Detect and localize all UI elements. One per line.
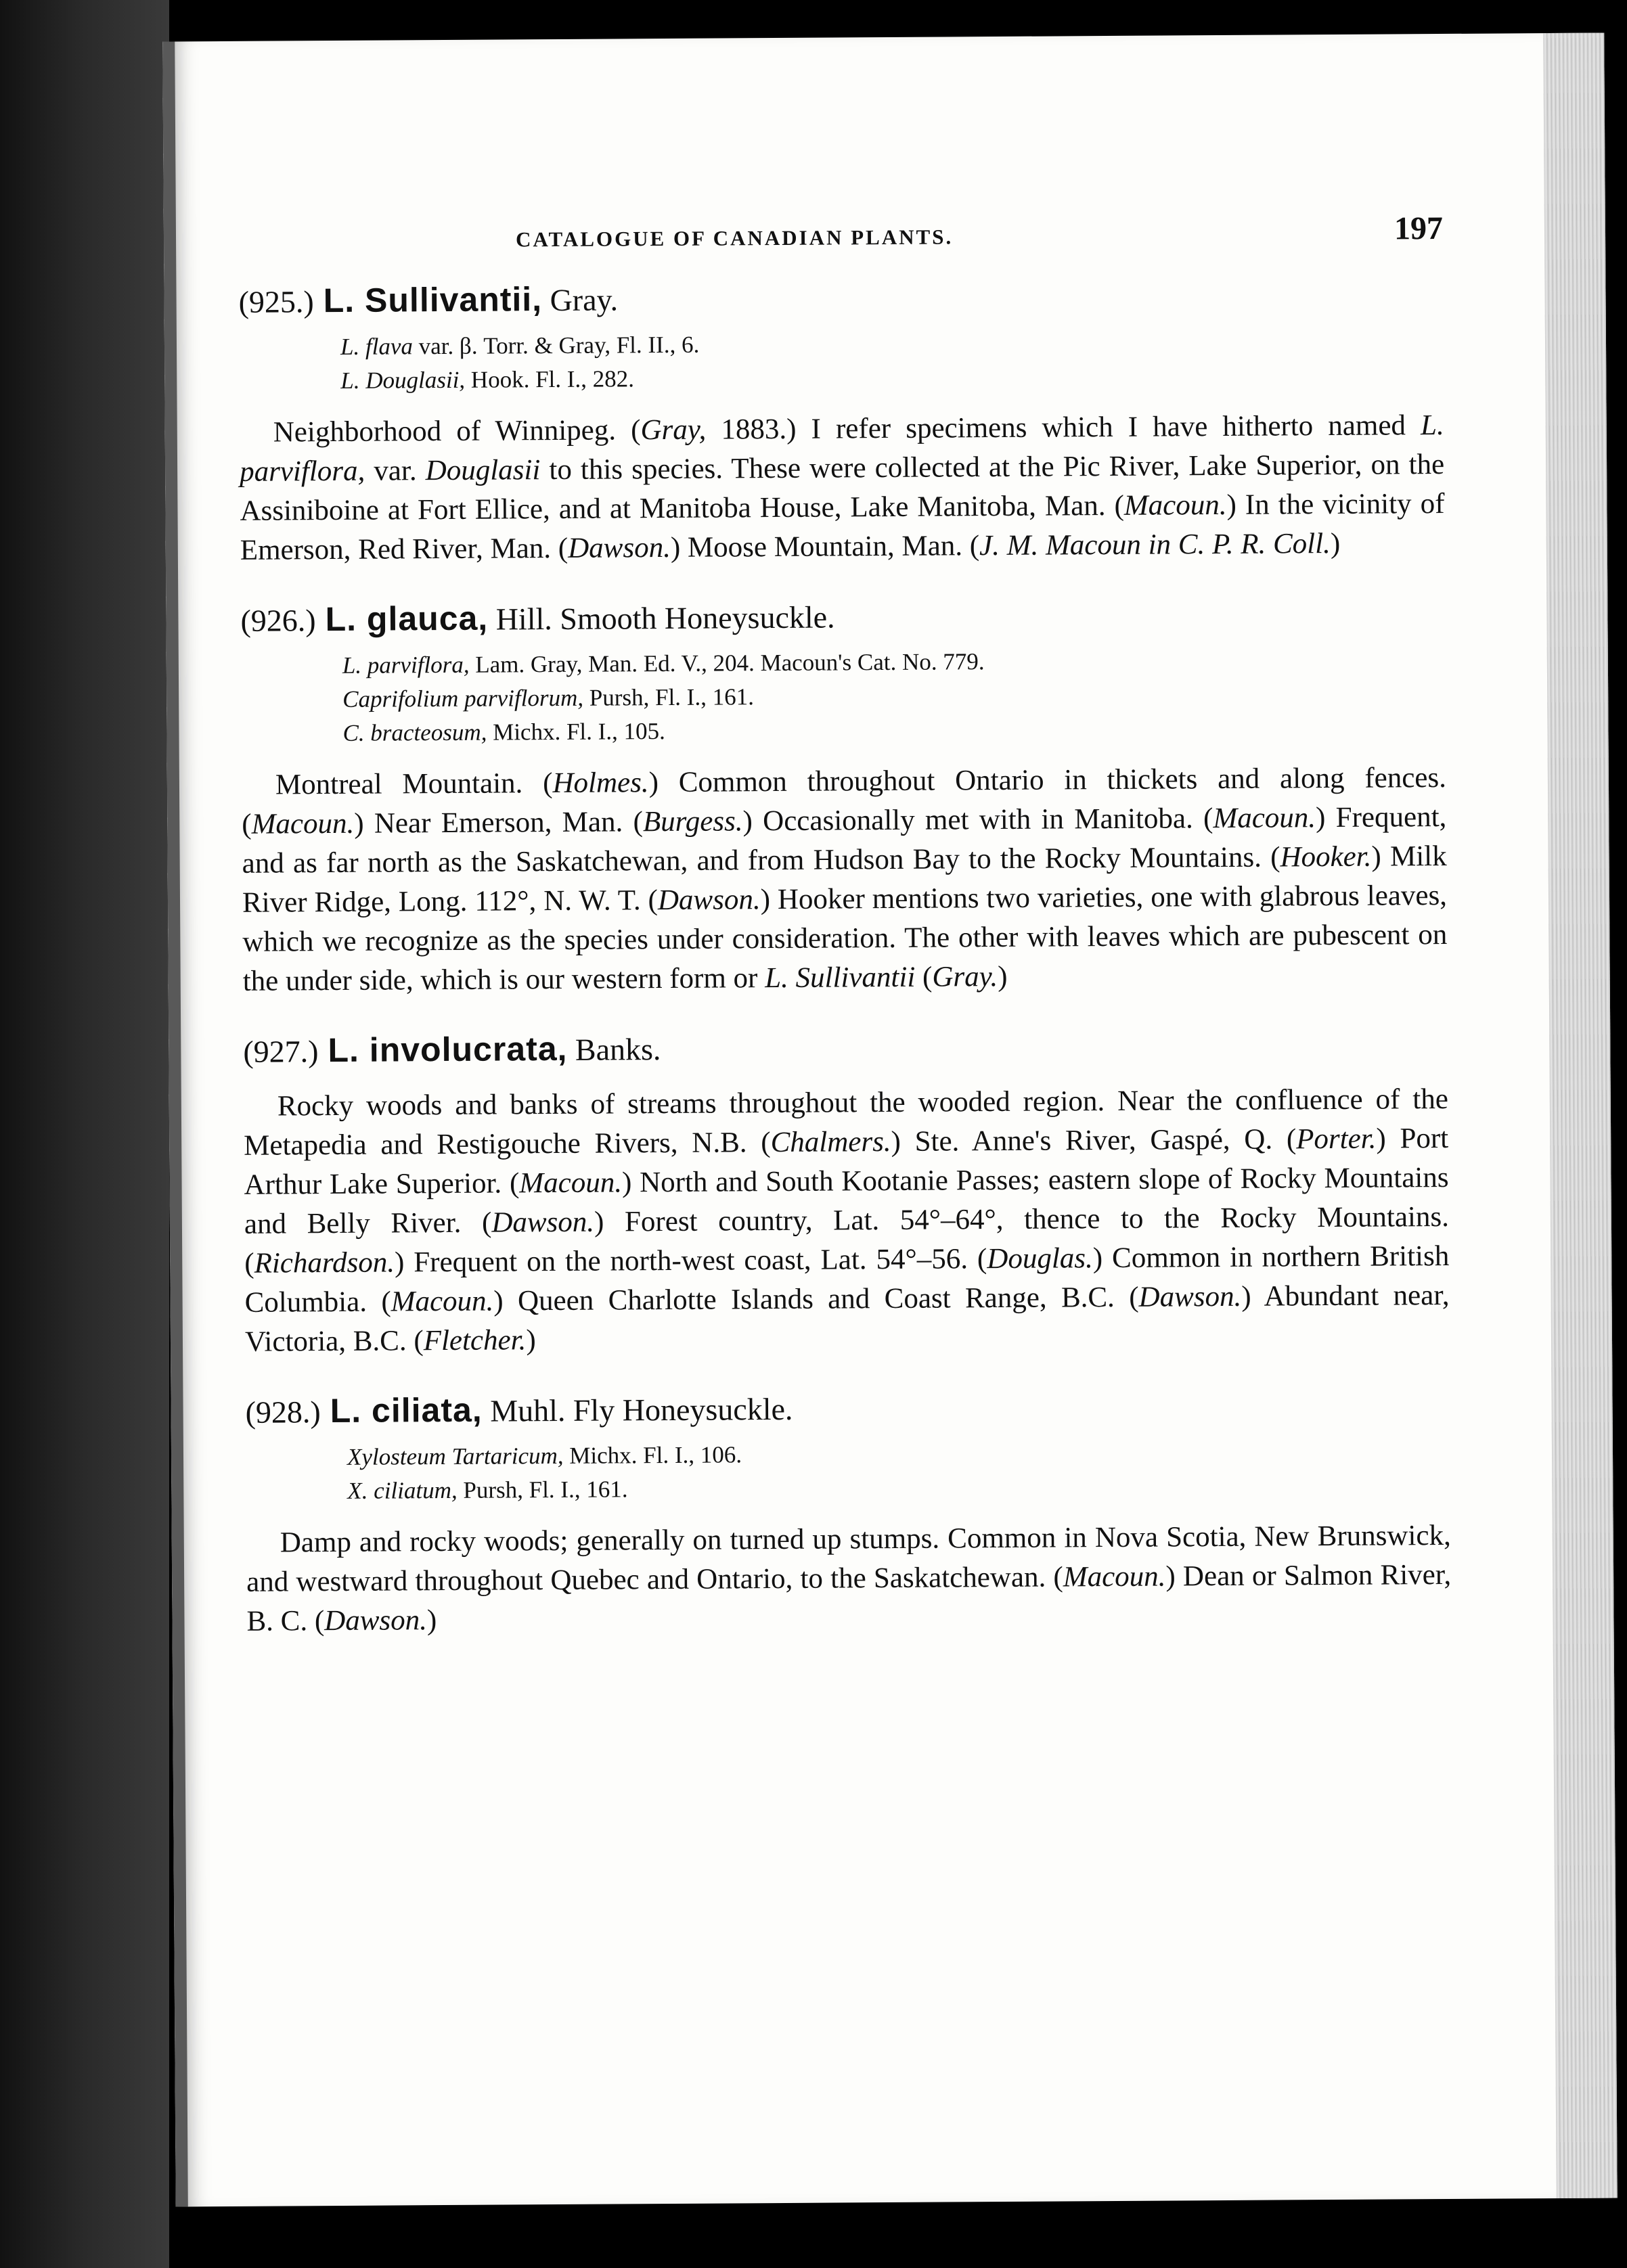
body-segment: ) North and South Kootanie Passes; eastern slope of Rocky Mountains and Belly River. ( (244, 1161, 1449, 1240)
body-italic-segment: Dawson. (657, 884, 761, 917)
body-italic-segment: Richardson. (254, 1246, 395, 1279)
body-italic-segment: Gray. (932, 961, 998, 993)
synonym-name: L. Douglasii, (340, 366, 466, 394)
body-segment: ) In the vicinity of Emerson, Red River, Man. ( (240, 487, 1445, 566)
running-head (238, 210, 1443, 265)
synonym-line (340, 357, 1444, 398)
body-italic-segment: Macoun. (391, 1285, 494, 1318)
entry-heading (243, 1023, 1448, 1072)
body-segment: 1883.) I refer specimens which I have hitherto named (706, 409, 1421, 446)
body-italic-segment: Macoun. (519, 1166, 623, 1200)
body-segment: ) (426, 1604, 437, 1637)
body-segment: ) Common in northern British Columbia. ( (244, 1240, 1450, 1319)
body-italic-segment: Hooker. (1280, 840, 1372, 874)
synonym-list (342, 642, 1446, 750)
synonym-line (342, 710, 1446, 750)
body-segment: ) Occasionally met with in Manitoba. ( (742, 802, 1213, 838)
scan-left-shadow (0, 0, 169, 2268)
body-italic-segment: L. parviflora, (239, 409, 1444, 488)
body-italic-segment: Dawson. (568, 531, 671, 564)
species-name: L. glauca, (325, 599, 489, 639)
synonym-citation: Michx. Fl. I., 105. (493, 718, 665, 746)
body-italic-segment: Porter. (1296, 1122, 1377, 1156)
species-name: L. involucrata, (328, 1029, 568, 1070)
entry-heading (240, 592, 1445, 641)
species-author: Muhl. Fly Honeysuckle. (490, 1391, 793, 1428)
entry-body (244, 1080, 1450, 1362)
species-entries (238, 273, 1451, 1641)
body-italic-segment: L. Sullivantii (764, 961, 916, 995)
body-italic-segment: Douglas. (987, 1242, 1093, 1275)
body-segment: Neighborhood of Winnipeg. ( (273, 414, 641, 449)
synonym-name: L. flava (340, 333, 414, 360)
body-italic-segment: J. M. Macoun in C. P. R. Coll. (979, 528, 1331, 562)
synonym-citation: Hook. Fl. I., 282. (470, 365, 635, 393)
body-italic-segment: Burgess. (642, 805, 743, 838)
body-segment: Damp and rocky woods; generally on turned up stumps. Common in Nova Scotia, New Brunswick, and westward throughout Quebec and Ontario, to the Saskatchewan. ( (246, 1519, 1451, 1598)
entry-body (240, 406, 1445, 570)
body-italic-segment: Dawson. (1138, 1280, 1242, 1313)
body-segment: to this species. These were collected at the Pic River, Lake Superior, on the Assiniboine at Fort Ellice, and at Manitoba House, Lake Manitoba, Man. ( (240, 448, 1445, 527)
species-entry (240, 592, 1448, 1001)
body-segment: ) Port Arthur Lake Superior. ( (244, 1122, 1449, 1201)
body-segment: ) Milk River Ridge, Long. 112°, N. W. T. ( (242, 840, 1447, 919)
entry-body (246, 1516, 1452, 1641)
body-segment: var. (365, 455, 426, 487)
entry-number: (927.) (243, 1034, 319, 1069)
body-segment: ) Near Emerson, Man. ( (354, 806, 644, 840)
synonym-citation: Pursh, Fl. I., 161. (463, 1476, 628, 1503)
entry-number: (928.) (245, 1394, 321, 1430)
synonym-citation: Pursh, Fl. I., 161. (589, 683, 755, 711)
body-italic-segment: Macoun. (1213, 802, 1316, 835)
entry-heading (245, 1384, 1450, 1433)
synonym-name: Xylosteum Tartaricum, (347, 1442, 564, 1470)
synonym-list (347, 1434, 1451, 1508)
species-entry (245, 1384, 1451, 1641)
body-italic-segment: Douglasii (425, 454, 541, 487)
synonym-name: L. parviflora, (342, 651, 470, 679)
body-segment: ) Forest country, Lat. 54°–64°, thence to the Rocky Mountains. ( (244, 1200, 1450, 1279)
body-segment: Rocky woods and banks of streams throughout the wooded region. Near the confluence of the Metapedia and Restigouche Rivers, N.B. ( (244, 1083, 1448, 1162)
body-italic-segment: Dawson. (324, 1604, 428, 1637)
entry-number: (926.) (240, 603, 316, 638)
body-segment: ) (526, 1324, 536, 1357)
species-author: Banks. (575, 1032, 661, 1067)
synonym-citation: Michx. Fl. I., 106. (569, 1441, 742, 1469)
book-page (162, 33, 1618, 2207)
body-segment: ) (1330, 527, 1341, 560)
body-segment: Montreal Mountain. ( (275, 767, 553, 801)
entry-number: (925.) (238, 284, 314, 319)
body-segment: ( (915, 961, 933, 993)
page-number: 197 (1394, 210, 1444, 247)
body-segment: ) Common throughout Ontario in thickets and along fences. ( (242, 761, 1447, 840)
running-head-title: CATALOGUE OF CANADIAN PLANTS. (515, 225, 954, 252)
body-segment: ) Ste. Anne's River, Gaspé, Q. ( (891, 1123, 1297, 1158)
species-author: Hill. Smooth Honeysuckle. (495, 599, 835, 637)
synonym-name: Caprifolium parviflorum, (342, 684, 584, 712)
species-author: Gray. (550, 282, 619, 318)
body-italic-segment: Chalmers. (770, 1125, 891, 1159)
body-italic-segment: Holmes. (552, 767, 649, 800)
body-italic-segment: Macoun. (1063, 1560, 1166, 1593)
body-segment: ) Frequent, and as far north as the Saskatchewan, and from Hudson Bay to the Rocky Mountains. ( (242, 800, 1447, 880)
body-italic-segment: Macoun. (251, 807, 355, 840)
body-segment: ) Dean or Salmon River, B. C. ( (246, 1558, 1452, 1637)
body-italic-segment: Gray, (640, 413, 707, 447)
page-content (238, 210, 1452, 1671)
body-italic-segment: Dawson. (491, 1206, 595, 1239)
synonym-name: X. ciliatum, (347, 1476, 458, 1504)
body-segment: ) (998, 960, 1008, 993)
body-segment: ) Hooker mentions two varieties, one with glabrous leaves, which we recognize as the species under consideration. The other with leaves which are pubescent on the under side, which is our western form or (242, 879, 1448, 997)
synonym-name: C. bracteosum, (342, 719, 487, 746)
entry-heading (238, 273, 1443, 323)
body-italic-segment: Fletcher. (423, 1324, 527, 1357)
body-segment: ) Frequent on the north-west coast, Lat. 54°–56. ( (394, 1243, 987, 1279)
body-segment: ) Queen Charlotte Islands and Coast Range, B.C. ( (493, 1281, 1139, 1317)
body-segment: ) Moose Mountain, Man. ( (670, 530, 980, 564)
body-italic-segment: Macoun. (1123, 489, 1227, 522)
synonym-list (340, 323, 1444, 398)
species-name: L. Sullivantii, (323, 280, 543, 320)
species-entry (243, 1023, 1450, 1362)
synonym-citation: var. β. Torr. & Gray, Fl. II., 6. (418, 331, 700, 360)
page-stack-edges (1543, 33, 1618, 2198)
species-name: L. ciliata, (330, 1390, 483, 1430)
synonym-line (347, 1468, 1450, 1508)
synonym-citation: Lam. Gray, Man. Ed. V., 204. Macoun's Cat. No. 779. (475, 648, 985, 678)
body-segment: ) Abundant near, Victoria, B.C. ( (244, 1279, 1450, 1358)
entry-body (242, 758, 1448, 1001)
species-entry (238, 273, 1445, 570)
